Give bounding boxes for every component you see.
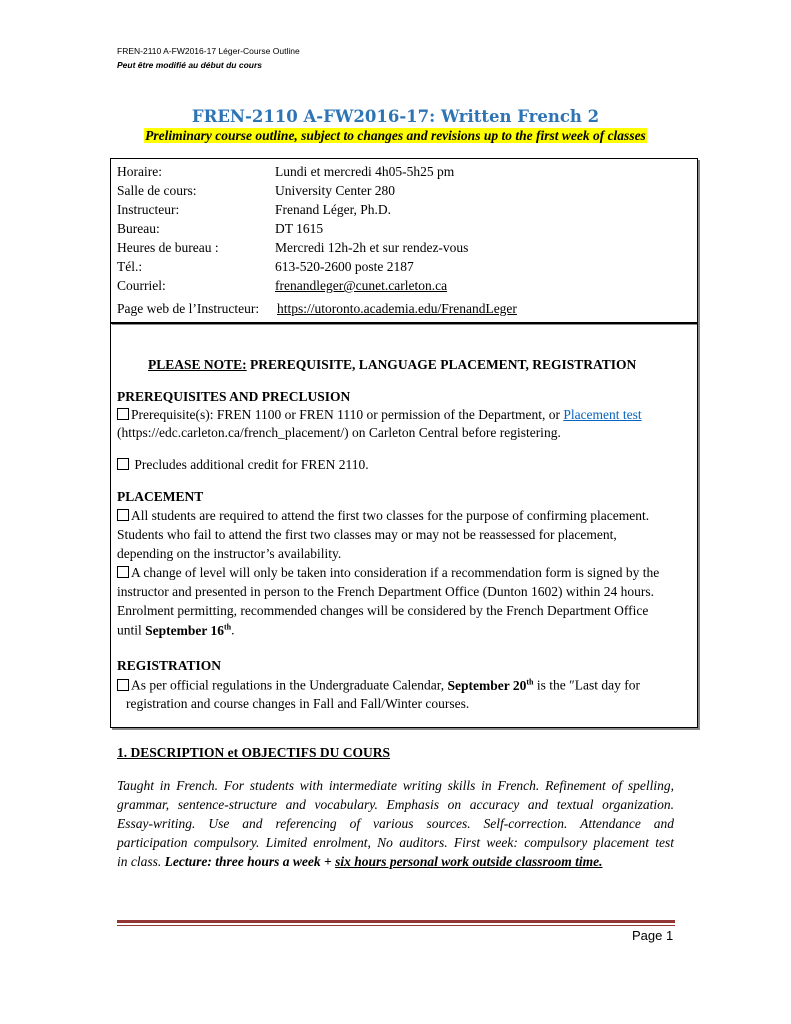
info-label: Horaire: [117,164,162,179]
footer-rule [117,920,675,923]
footer-rule-thin [117,925,675,926]
registration-heading: REGISTRATION [117,658,222,673]
prereq-text: Prerequisite(s): FREN 1100 or FREN 1110 or permission of the Department, or [131,407,564,422]
placement-text: All students are required to attend the first two classes for the purpose of confirming placement. [131,508,650,523]
page-number: Page 1 [632,928,674,943]
placement-date-text: September 16 [145,622,225,638]
placement-p2-line-3: Enrolment permitting, recommended changes will be considered by the French Department Office [117,603,649,618]
info-row-horaire [117,164,455,180]
checkbox-icon[interactable] [117,408,129,420]
placement-date [145,623,231,638]
registration-date-sup: th [526,677,534,686]
registration-date [447,678,533,693]
description-end: in class. [117,854,165,869]
checkbox-icon[interactable] [117,509,129,521]
preclusion-text: Precludes additional credit for FREN 2110. [131,457,369,472]
info-value: University Center 280 [275,183,395,198]
placement-text: A change of level will only be taken into consideration if a recommendation form is signed by the [131,565,660,580]
description-line-4: participation compulsory. Limited enrolment, No auditors. First week: compulsory placement test [117,835,674,850]
placement-end: . [231,622,235,638]
email-link[interactable]: frenandleger@cunet.carleton.ca [275,278,448,293]
checkbox-icon[interactable] [117,566,129,578]
registration-date-text: September 20 [447,677,527,693]
info-label: Bureau: [117,221,160,236]
info-row-courriel [117,278,448,294]
checkbox-icon[interactable] [117,458,129,470]
info-row-tel [117,259,414,275]
please-note-topics: PREREQUISITE, LANGUAGE PLACEMENT, REGISTRATION [246,357,637,372]
document-title: FREN-2110 A-FW2016-17: Written French 2 [191,107,600,126]
preclusion-line [117,457,369,473]
placement-p2-line-1 [117,565,659,581]
subtitle-wrap [0,127,791,145]
info-row-heures [117,240,469,256]
placement-p2-line-4 [117,622,235,639]
info-label: Page web de l’Instructeur: [117,301,260,316]
placement-p1-line-1 [117,508,649,524]
instructor-web-link[interactable]: https://utoronto.academia.edu/FrenandLeger [277,301,517,316]
document-subtitle: Preliminary course outline, subject to changes and revisions up to the first week of classes [145,128,646,143]
info-label: Salle de cours: [117,183,197,198]
checkbox-icon[interactable] [117,679,129,691]
running-header-note: Peut être modifié au début du cours [117,60,262,70]
info-label: Courriel: [117,278,166,293]
placement-date-sup: th [224,622,232,631]
prereq-line-2: (https://edc.carleton.ca/french_placement/) on Carleton Central before registering. [117,425,561,440]
registration-text: As per official regulations in the Undergraduate Calendar, [131,677,448,693]
info-value: Frenand Léger, Ph.D. [275,202,392,217]
info-label: Instructeur: [117,202,180,217]
info-value: Mercredi 12h-2h et sur rendez-vous [275,240,469,255]
registration-line-2: registration and course changes in Fall and Fall/Winter courses. [126,696,470,711]
placement-test-link[interactable]: Placement test [563,407,642,422]
prereq-heading: PREREQUISITES AND PRECLUSION [117,389,351,404]
description-line-5 [117,854,603,870]
info-label: Heures de bureau : [117,240,219,255]
personal-work-hours: six hours personal work outside classroom time. [335,854,603,869]
info-label: Tél.: [117,259,143,274]
running-header: FREN-2110 A-FW2016-17 Léger-Course Outline [117,46,300,56]
section-1-heading: 1. DESCRIPTION et OBJECTIFS DU COURS [117,745,391,760]
info-row-bureau [117,221,324,237]
placement-p1-line-2: Students who fail to attend the first two classes may or may not be reassessed for placement, [117,527,617,542]
description-line-3: Essay-writing. Use and referencing of various sources. Self-correction. Attendance and [117,816,674,831]
description-line-1: Taught in French. For students with intermediate writing skills in French. Refinement of spelling, [117,778,674,793]
please-note-label: PLEASE NOTE: [148,357,247,372]
info-row-web [117,301,517,317]
info-row-instructeur [117,202,392,218]
registration-line-1 [117,677,640,694]
info-value: Lundi et mercredi 4h05-5h25 pm [275,164,455,179]
lecture-hours: Lecture: three hours a week + [164,854,336,869]
description-line-2: grammar, sentence-structure and vocabulary. Emphasis on accuracy and textual organization. [117,797,674,812]
placement-heading: PLACEMENT [117,489,204,504]
placement-p2-line-2: instructor and presented in person to the French Department Office (Dunton 1602) within 24 hours. [117,584,655,599]
info-value: 613-520-2600 poste 2187 [275,259,414,274]
prereq-line-1 [117,407,642,423]
placement-p1-line-3: depending on the instructor’s availability. [117,546,342,561]
info-row-salle [117,183,395,199]
info-value: DT 1615 [275,221,324,236]
placement-until: until [117,622,146,638]
please-note-heading [148,357,636,373]
registration-text-end: is the ″Last day for [533,677,640,693]
